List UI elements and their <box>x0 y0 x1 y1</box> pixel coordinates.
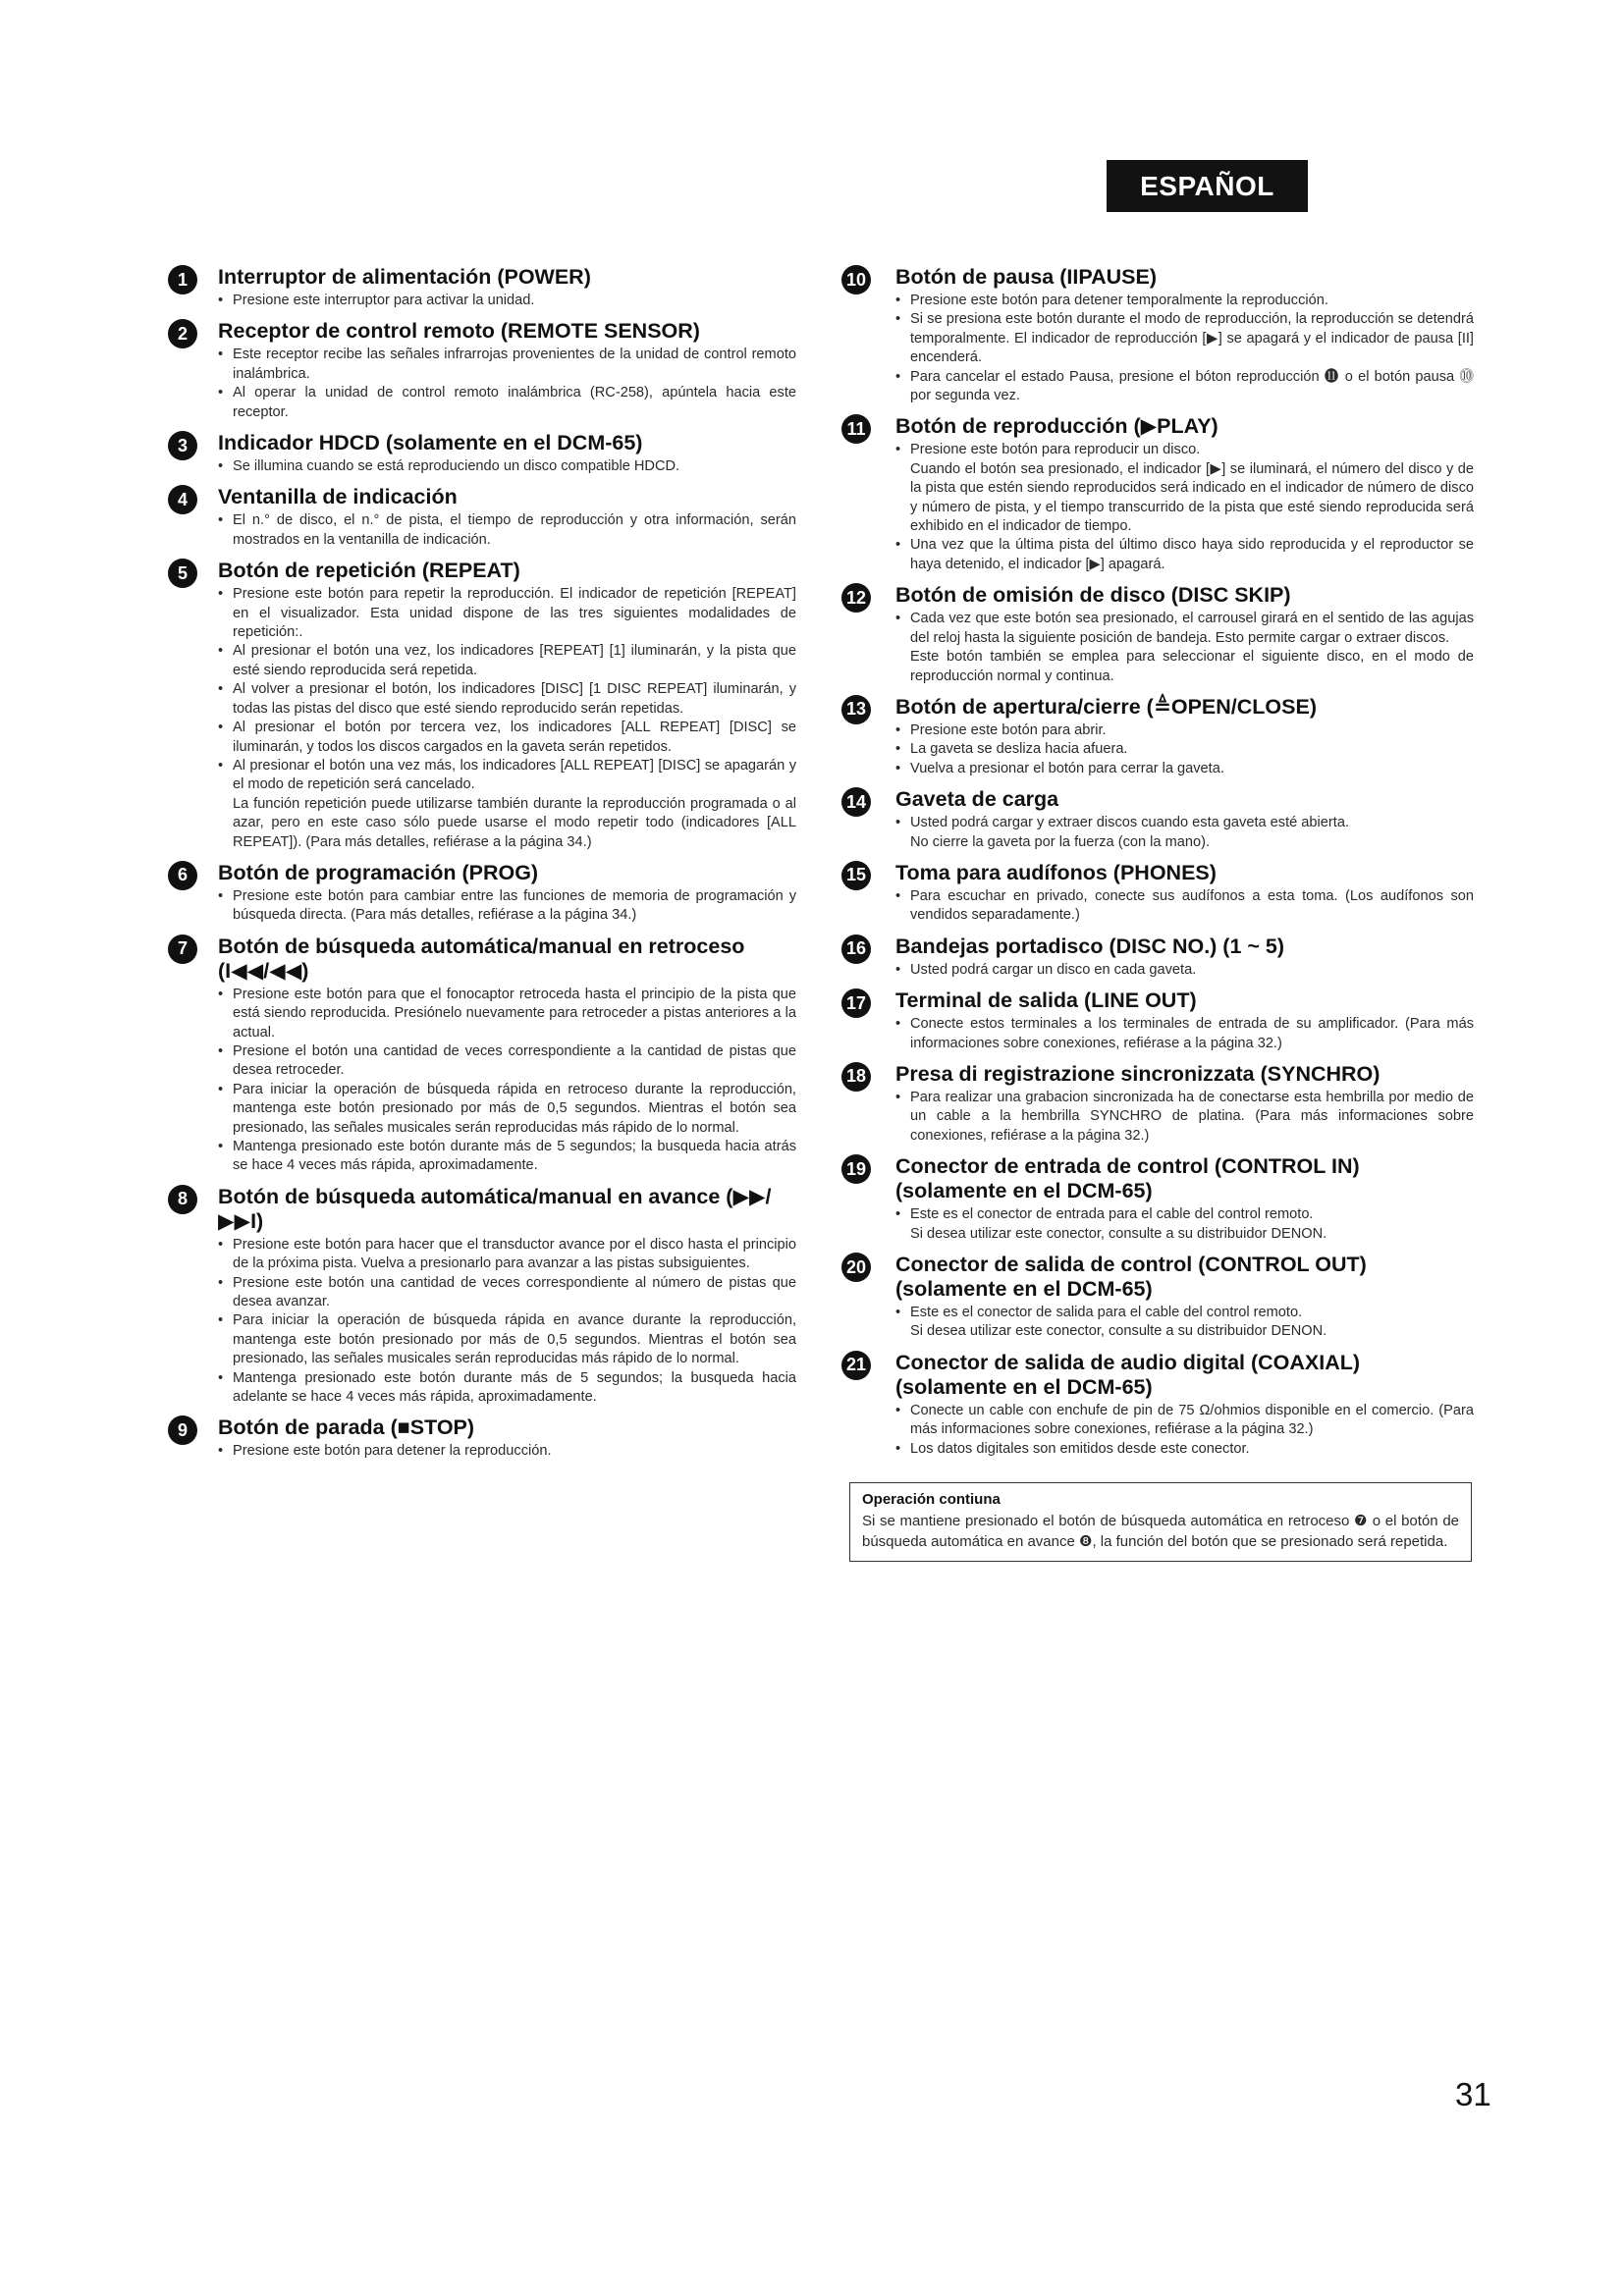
bullet-list <box>218 511 796 550</box>
bullet-text: • Al presionar el botón una vez más, los indicadores [ALL REPEAT] [DISC] se apagarán y el modo de repetición será cancelado. <box>218 757 796 795</box>
section-9 <box>168 1415 796 1461</box>
item-number-badge: 10 <box>841 265 871 294</box>
bullet-text: • Al presionar el botón por tercera vez, los indicadores [ALL REPEAT] [DISC] se iluminarán, y todos los discos cargados en la gaveta serán repetidos. <box>218 719 796 757</box>
section-title: Botón de programación (PROG) <box>218 860 539 884</box>
section-title: Botón de búsqueda automática/manual en avance (▶▶/▶▶I) <box>218 1184 772 1233</box>
section-16 <box>845 934 1474 980</box>
section-1 <box>168 265 796 310</box>
bullet-list <box>218 585 796 852</box>
bullet-list <box>218 292 796 310</box>
bullet-list <box>895 610 1474 686</box>
section-17 <box>845 988 1474 1053</box>
item-number-badge: 14 <box>841 787 871 817</box>
section-21 <box>845 1351 1474 1459</box>
item-number-badge: 5 <box>168 559 197 588</box>
item-number-badge: 6 <box>168 861 197 890</box>
section-title: Ventanilla de indicación <box>218 485 458 509</box>
bullet-list <box>895 961 1474 980</box>
bullet-text: • Este receptor recibe las señales infrarrojas provenientes de la unidad de control remoto inalámbrica. <box>218 346 796 384</box>
section-5 <box>168 559 796 852</box>
section-18 <box>845 1062 1474 1146</box>
bullet-list <box>895 721 1474 778</box>
item-number-badge: 8 <box>168 1185 197 1214</box>
section-title: Receptor de control remoto (REMOTE SENSOR) <box>218 319 700 344</box>
section-title: Botón de reproducción (▶PLAY) <box>895 414 1218 439</box>
bullet-text: • Al volver a presionar el botón, los indicadores [DISC] [1 DISC REPEAT] iluminarán, y todas las pistas del disco que esté siendo reproducido serán repetidas. <box>218 680 796 719</box>
item-number-badge: 20 <box>841 1253 871 1282</box>
bullet-text: • Para iniciar la operación de búsqueda rápida en retroceso durante la reproducción, mantenga este botón presionado por más de 0,5 segundos. Mientras el botón sea presionado, las señales musicales serán reproducidas más rápido de lo normal. <box>218 1081 796 1138</box>
item-number-badge: 9 <box>168 1415 197 1445</box>
item-number-badge: 16 <box>841 934 871 964</box>
section-title: Toma para audífonos (PHONES) <box>895 860 1217 884</box>
bullet-text: • Presione este botón para detener temporalmente la reproducción. <box>895 292 1474 310</box>
section-title: Indicador HDCD (solamente en el DCM-65) <box>218 431 643 455</box>
section-4 <box>168 485 796 550</box>
bullet-text: • Presione este botón para abrir. <box>895 721 1474 740</box>
bullet-text: • Una vez que la última pista del último disco haya sido reproducida y el reproductor se haya detenido, el indicador [▶] apagará. <box>895 536 1474 574</box>
section-title: Conector de salida de control (CONTROL OUT) (solamente en el DCM-65) <box>895 1253 1367 1301</box>
bullet-text: • Para escuchar en privado, conecte sus audífonos a esta toma. (Los audífonos son vendidos separadamente.) <box>895 887 1474 926</box>
section-7 <box>168 934 796 1176</box>
item-number-badge: 18 <box>841 1062 871 1092</box>
section-title: Botón de parada (■STOP) <box>218 1415 475 1440</box>
bullet-text: • Se illumina cuando se está reproduciendo un disco compatible HDCD. <box>218 457 796 476</box>
bullet-text: • Al operar la unidad de control remoto inalámbrica (RC-258), apúntela hacia este receptor. <box>218 384 796 422</box>
bullet-list <box>895 1402 1474 1459</box>
bullet-text: • Mantenga presionado este botón durante más de 5 segundos; la busqueda hacia atrás se hace 4 veces más rápida, aproximadamente. <box>218 1138 796 1176</box>
item-number-badge: 4 <box>168 485 197 514</box>
item-number-badge: 17 <box>841 988 871 1018</box>
continuation-text: Si desea utilizar este conector, consulte a su distribuidor DENON. <box>910 1225 1327 1242</box>
section-11 <box>845 414 1474 574</box>
bullet-text: • Al presionar el botón una vez, los indicadores [REPEAT] [1] iluminarán, y la pista que esté siendo reproducida será repetida. <box>218 642 796 680</box>
continuation-text: Este botón también se emplea para seleccionar el siguiente disco, en el modo de reproducción normal y continua. <box>910 649 1474 684</box>
bullet-text: • Si se presiona este botón durante el modo de reproducción, la reproducción se detendrá temporalmente. El indicador de reproducción [▶] se apagará y el indicador de pausa [II] encenderá. <box>895 310 1474 367</box>
section-2 <box>168 319 796 422</box>
section-3 <box>168 431 796 476</box>
bullet-list <box>895 1015 1474 1053</box>
bullet-list <box>895 1205 1474 1244</box>
item-number-badge: 3 <box>168 431 197 460</box>
bullet-list <box>218 986 796 1176</box>
bullet-text: • Conecte estos terminales a los terminales de entrada de su amplificador. (Para más informaciones sobre conexiones, refiérase a la página 32.) <box>895 1015 1474 1053</box>
language-tab: ESPAÑOL <box>1107 160 1308 212</box>
bullet-text: • Para cancelar el estado Pausa, presione el bóton reproducción ⓫ o el botón pausa ⓾ por segunda vez. <box>895 368 1474 406</box>
bullet-text: • Presione este botón una cantidad de veces correspondiente al número de pistas que desea avanzar. <box>218 1274 796 1312</box>
bullet-text: • Presione este interruptor para activar la unidad. <box>218 292 796 310</box>
note-title: Operación contiuna <box>862 1491 1001 1509</box>
section-10 <box>845 265 1474 405</box>
bullet-list <box>218 1236 796 1408</box>
bullet-text: • Presione este botón para reproducir un disco. <box>895 441 1474 459</box>
section-title: Botón de omisión de disco (DISC SKIP) <box>895 583 1291 608</box>
bullet-list <box>895 1304 1474 1342</box>
bullet-text: • El n.° de disco, el n.° de pista, el tiempo de reproducción y otra información, serán mostrados en la ventanilla de indicación. <box>218 511 796 550</box>
continuation-text: Si desea utilizar este conector, consulte a su distribuidor DENON. <box>910 1323 1327 1340</box>
item-number-badge: 7 <box>168 934 197 964</box>
bullet-text: • Los datos digitales son emitidos desde este conector. <box>895 1440 1474 1459</box>
item-number-badge: 1 <box>168 265 197 294</box>
section-title: Botón de búsqueda automática/manual en retroceso (I◀◀/◀◀) <box>218 934 745 983</box>
section-title: Conector de salida de audio digital (COAXIAL) (solamente en el DCM-65) <box>895 1350 1361 1399</box>
bullet-text: • Cada vez que este botón sea presionado, el carrousel girará en el sentido de las agujas del reloj hasta la siguiente posición de bandeja. Esto permite cargar o extraer discos. <box>895 610 1474 648</box>
bullet-text: • Usted podrá cargar un disco en cada gaveta. <box>895 961 1474 980</box>
section-title: Terminal de salida (LINE OUT) <box>895 988 1197 1013</box>
bullet-text: • Presione el botón una cantidad de veces correspondiente a la cantidad de pistas que desea retroceder. <box>218 1042 796 1081</box>
section-title: Interruptor de alimentación (POWER) <box>218 265 591 289</box>
item-number-badge: 11 <box>841 414 871 444</box>
bullet-list <box>895 887 1474 926</box>
bullet-text: • Presione este botón para hacer que el transductor avance por el disco hasta el principio de la próxima pista. Vuelva a presionarlo para avanzar a las pistas subsiguientes. <box>218 1236 796 1274</box>
bullet-list <box>895 814 1474 852</box>
section-12 <box>845 583 1474 686</box>
section-title: Conector de entrada de control (CONTROL IN) (solamente en el DCM-65) <box>895 1154 1360 1203</box>
bullet-text: • Este es el conector de entrada para el cable del control remoto. <box>895 1205 1474 1224</box>
section-title: Botón de pausa (IIPAUSE) <box>895 265 1157 289</box>
bullet-list <box>895 1089 1474 1146</box>
bullet-text: • Para realizar una grabacion sincronizada ha de conectarse esta hembrilla por medio de un cable a la hembrilla SYNCHRO de platina. (Para más informaciones sobre conexiones, refiérase a la página 32.) <box>895 1089 1474 1146</box>
bullet-text: • Vuelva a presionar el botón para cerrar la gaveta. <box>895 760 1474 778</box>
bullet-text: • Presione este botón para detener la reproducción. <box>218 1442 796 1461</box>
bullet-list <box>895 292 1474 405</box>
bullet-text: • Presione este botón para que el fonocaptor retroceda hasta el principio de la pista que está siendo reproducida. Presiónelo nuevamente para retroceder a pistas anteriores a la actual. <box>218 986 796 1042</box>
item-number-badge: 15 <box>841 861 871 890</box>
item-number-badge: 2 <box>168 319 197 348</box>
section-6 <box>168 861 796 926</box>
bullet-text: • Conecte un cable con enchufe de pin de 75 Ω/ohmios disponible en el comercio. (Para más informaciones sobre conexiones, refiérase a la página 32.) <box>895 1402 1474 1440</box>
section-13 <box>845 695 1474 778</box>
bullet-list <box>218 457 796 476</box>
item-number-badge: 21 <box>841 1351 871 1380</box>
page-number: 31 <box>1455 2076 1491 2112</box>
continuous-operation-note <box>849 1482 1472 1562</box>
bullet-list <box>218 346 796 422</box>
continuation-text: Cuando el botón sea presionado, el indicador [▶] se iluminará, el número del disco y de la pista que estén siendo reproducidos será indicado en el indicador de número de disco y número de pista, y el tiempo transcurrido de la pista que esté siendo reproducida será exhibido en el indicador de tiempo. <box>910 460 1474 535</box>
bullet-list <box>218 887 796 926</box>
section-14 <box>845 787 1474 852</box>
continuation-text: La función repetición puede utilizarse también durante la reproducción programada o al azar, pero en este caso sólo puede usarse el modo repetir todo (indicadores [ALL REPEAT]). (Para más detalles, refiérase a la página 34.) <box>233 795 796 850</box>
bullet-text: • Presione este botón para cambiar entre las funciones de memoria de programación y búsqueda directa. (Para más detalles, refiérase a la página 34.) <box>218 887 796 926</box>
bullet-text: • Presione este botón para repetir la reproducción. El indicador de repetición [REPEAT] en el visualizador. Esta unidad dispone de las tres siguientes modalidades de repetición:. <box>218 585 796 642</box>
bullet-list <box>218 1442 796 1461</box>
bullet-list <box>895 441 1474 574</box>
item-number-badge: 19 <box>841 1154 871 1184</box>
right-column <box>845 265 1474 1562</box>
section-title: Botón de apertura/cierre (≜OPEN/CLOSE) <box>895 694 1317 719</box>
section-title: Gaveta de carga <box>895 787 1059 812</box>
bullet-text: • Mantenga presionado este botón durante más de 5 segundos; la busqueda hacia adelante se hace 4 veces más rápida, aproximadamente. <box>218 1369 796 1408</box>
bullet-text: • Para iniciar la operación de búsqueda rápida en avance durante la reproducción, mantenga este botón presionado por más de 0,5 segundos. Mientras el botón sea presionado, las señales musicales serán reproducidas más rápido de lo normal. <box>218 1311 796 1368</box>
item-number-badge: 12 <box>841 583 871 613</box>
note-text: Si se mantiene presionado el botón de búsqueda automática en retroceso ❼ o el botón de búsqueda automática en avance ❽, la función del botón que se presionado será repetida. <box>862 1513 1459 1551</box>
section-title: Botón de repetición (REPEAT) <box>218 559 520 583</box>
section-15 <box>845 861 1474 926</box>
continuation-text: No cierre la gaveta por la fuerza (con la mano). <box>910 833 1210 850</box>
section-8 <box>168 1185 796 1408</box>
section-title: Bandejas portadisco (DISC NO.) (1 ~ 5) <box>895 934 1285 958</box>
section-20 <box>845 1253 1474 1342</box>
section-title: Presa di registrazione sincronizzata (SYNCHRO) <box>895 1061 1380 1086</box>
bullet-text: • Este es el conector de salida para el cable del control remoto. <box>895 1304 1474 1322</box>
section-19 <box>845 1154 1474 1244</box>
item-number-badge: 13 <box>841 695 871 724</box>
left-column <box>168 265 796 1470</box>
bullet-text: • La gaveta se desliza hacia afuera. <box>895 740 1474 759</box>
bullet-text: • Usted podrá cargar y extraer discos cuando esta gaveta esté abierta. <box>895 814 1474 832</box>
